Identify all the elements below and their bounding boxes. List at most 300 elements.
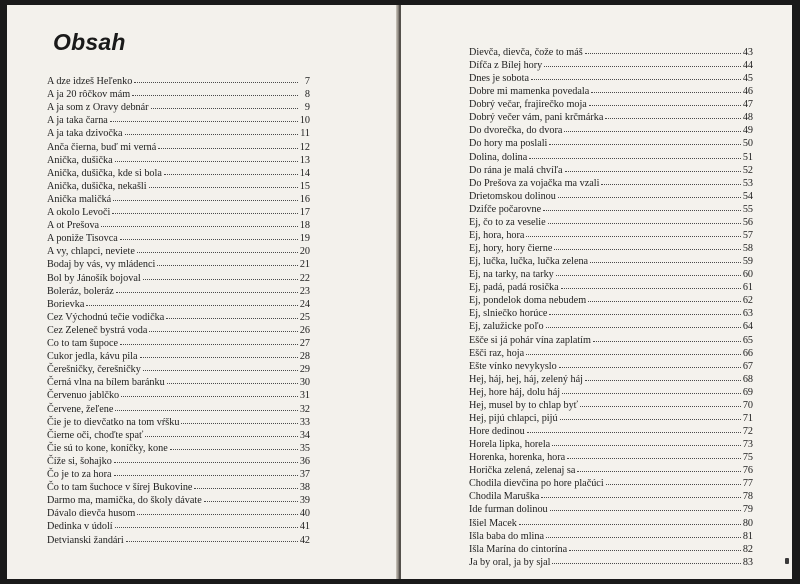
dot-leader bbox=[116, 283, 298, 293]
dot-leader bbox=[137, 505, 298, 515]
toc-entry bbox=[47, 519, 310, 532]
dot-leader bbox=[115, 152, 298, 162]
dot-leader bbox=[115, 401, 297, 411]
toc-entry-title: Dnes je sobota bbox=[469, 73, 529, 85]
dot-leader bbox=[137, 243, 298, 253]
toc-entry bbox=[47, 336, 310, 349]
toc-entry-title: Černá vlna na bílem baránku bbox=[47, 377, 165, 389]
toc-entry-page-number: 41 bbox=[299, 521, 310, 533]
dot-leader bbox=[561, 279, 741, 289]
toc-entry bbox=[469, 463, 753, 476]
toc-entry-page-number: 67 bbox=[742, 360, 753, 372]
toc-entry bbox=[469, 110, 753, 123]
toc-entry bbox=[47, 454, 310, 467]
toc-entry bbox=[469, 163, 753, 176]
toc-entry bbox=[47, 310, 310, 323]
dot-leader bbox=[529, 149, 741, 159]
toc-entry-page-number: 36 bbox=[299, 455, 310, 467]
dot-leader bbox=[531, 70, 741, 80]
toc-entry-title: Horička zelená, zelenaj sa bbox=[469, 465, 576, 477]
dot-leader bbox=[132, 86, 298, 96]
toc-entry-page-number: 51 bbox=[742, 151, 753, 163]
toc-entry-title: Cez Zeleneč bystrá voda bbox=[47, 324, 148, 336]
toc-entry-page-number: 72 bbox=[742, 426, 753, 438]
toc-entry-title: Anička maličká bbox=[47, 193, 112, 205]
dot-leader bbox=[544, 57, 741, 67]
dot-leader bbox=[560, 410, 741, 420]
dot-leader bbox=[121, 387, 298, 397]
dot-leader bbox=[569, 541, 741, 551]
toc-entry-title: A ja taka čarna bbox=[47, 115, 108, 127]
toc-entry bbox=[469, 280, 753, 293]
toc-entry bbox=[469, 529, 753, 542]
dot-leader bbox=[548, 214, 741, 224]
toc-entry-page-number: 53 bbox=[742, 177, 753, 189]
toc-entry-page-number: 82 bbox=[742, 543, 753, 555]
dot-leader bbox=[591, 83, 741, 93]
toc-entry-page-number: 66 bbox=[742, 347, 753, 359]
toc-entry-page-number: 79 bbox=[742, 504, 753, 516]
toc-entry-title: Ej, padá, padá rosička bbox=[469, 282, 559, 294]
dot-leader bbox=[550, 501, 741, 511]
toc-entry-title: Anička, dušička, kde si bola bbox=[47, 167, 162, 179]
toc-entry-page-number: 49 bbox=[742, 125, 753, 137]
toc-entry-title: Hej, háj, hej, háj, zelený háj bbox=[469, 373, 583, 385]
dot-leader bbox=[565, 162, 741, 172]
toc-entry-page-number: 10 bbox=[299, 115, 310, 127]
toc-entry bbox=[469, 333, 753, 346]
toc-entry-title: A dze idzeš Heľenko bbox=[47, 76, 133, 87]
dot-leader bbox=[126, 532, 298, 542]
toc-entry-title: Ej, hory, hory čierne bbox=[469, 243, 553, 255]
toc-entry bbox=[47, 166, 310, 179]
toc-entry bbox=[47, 231, 310, 244]
toc-entry bbox=[47, 192, 310, 205]
toc-entry bbox=[469, 542, 753, 555]
toc-entry bbox=[469, 450, 753, 463]
toc-entry bbox=[47, 375, 310, 388]
toc-entry bbox=[47, 153, 310, 166]
toc-entry-page-number: 24 bbox=[299, 298, 310, 310]
toc-entry bbox=[47, 218, 310, 231]
dot-leader bbox=[125, 125, 298, 135]
toc-entry-page-number: 20 bbox=[299, 246, 310, 258]
toc-entry-title: Cez Východnú tečie vodička bbox=[47, 311, 165, 323]
toc-entry-title: Bol by Jánošík bojoval bbox=[47, 272, 141, 284]
toc-entry-title: Dolina, dolina bbox=[469, 151, 528, 163]
toc-entry bbox=[47, 323, 310, 336]
toc-entry-page-number: 13 bbox=[299, 154, 310, 166]
toc-entry bbox=[469, 254, 753, 267]
toc-entry bbox=[47, 244, 310, 257]
page-edge-mark bbox=[785, 558, 789, 564]
toc-entry bbox=[47, 506, 310, 519]
toc-entry bbox=[47, 362, 310, 375]
dot-leader bbox=[120, 230, 298, 240]
right-page bbox=[401, 5, 792, 579]
toc-entry-page-number: 76 bbox=[742, 465, 753, 477]
dot-leader bbox=[567, 449, 741, 459]
toc-entry bbox=[47, 284, 310, 297]
dot-leader bbox=[558, 188, 741, 198]
toc-entry bbox=[469, 437, 753, 450]
toc-entry-title: Detvianski žandári bbox=[47, 534, 124, 546]
toc-entry-page-number: 22 bbox=[299, 272, 310, 284]
toc-entry bbox=[469, 45, 753, 58]
toc-entry-title: Čie je to dievčatko na tom vŕšku bbox=[47, 416, 180, 428]
dot-leader bbox=[181, 414, 297, 424]
dot-leader bbox=[580, 397, 741, 407]
toc-entry bbox=[469, 372, 753, 385]
toc-entry-title: Ešte vínko nevykyslo bbox=[469, 360, 557, 372]
toc-entry-title: Cukor jedla, kávu pila bbox=[47, 351, 138, 363]
dot-leader bbox=[577, 462, 740, 472]
dot-leader bbox=[166, 309, 298, 319]
toc-entry-page-number: 81 bbox=[742, 530, 753, 542]
toc-entry-title: Do Prešova za vojačka ma vzali bbox=[469, 177, 600, 189]
toc-entry-title: Ej, lučka, lučka, lučka zelena bbox=[469, 256, 589, 268]
toc-entry-page-number: 18 bbox=[299, 220, 310, 232]
toc-entry-page-number: 35 bbox=[299, 442, 310, 454]
toc-entry-page-number: 56 bbox=[742, 216, 753, 228]
dot-leader bbox=[527, 423, 741, 433]
toc-entry-title: Číže si, šohajko bbox=[47, 455, 112, 467]
toc-entry-page-number: 46 bbox=[742, 86, 753, 98]
toc-entry bbox=[469, 359, 753, 372]
toc-entry-page-number: 60 bbox=[742, 269, 753, 281]
toc-entry bbox=[47, 441, 310, 454]
dot-leader bbox=[134, 73, 298, 83]
toc-entry-title: Hej, pijú chlapci, pijú bbox=[469, 412, 558, 424]
toc-entry-page-number: 45 bbox=[742, 73, 753, 85]
dot-leader bbox=[86, 296, 297, 306]
toc-entry-page-number: 52 bbox=[742, 164, 753, 176]
dot-leader bbox=[556, 266, 741, 276]
toc-entry-title: A vy, chlapci, neviete bbox=[47, 246, 135, 258]
toc-entry-page-number: 57 bbox=[742, 229, 753, 241]
toc-entry bbox=[469, 306, 753, 319]
toc-entry-page-number: 9 bbox=[304, 102, 310, 114]
dot-leader bbox=[143, 361, 298, 371]
toc-entry-title: Drietomskou dolinou bbox=[469, 190, 556, 202]
toc-entry bbox=[469, 228, 753, 241]
toc-entry-title: Anička, dušička bbox=[47, 154, 113, 166]
toc-entry-page-number: 59 bbox=[742, 256, 753, 268]
toc-left-column bbox=[7, 5, 397, 579]
dot-leader bbox=[546, 318, 741, 328]
dot-leader bbox=[588, 292, 741, 302]
toc-entry-title: Červene, žeľene bbox=[47, 403, 114, 415]
dot-leader bbox=[601, 175, 740, 185]
toc-entry-page-number: 55 bbox=[742, 203, 753, 215]
dot-leader bbox=[559, 358, 741, 368]
dot-leader bbox=[552, 436, 741, 446]
toc-entry bbox=[469, 58, 753, 71]
dot-leader bbox=[526, 227, 740, 237]
dot-leader bbox=[554, 240, 740, 250]
dot-leader bbox=[143, 270, 298, 280]
toc-entry-page-number: 7 bbox=[304, 76, 310, 87]
dot-leader bbox=[110, 112, 298, 122]
toc-entry-title: Dedinka v údolí bbox=[47, 521, 113, 533]
dot-leader bbox=[605, 109, 740, 119]
toc-entry-title: Hore dedinou bbox=[469, 426, 525, 438]
dot-leader bbox=[194, 479, 297, 489]
toc-entry-title: Dobre mi mamenka povedala bbox=[469, 86, 590, 98]
toc-entry-page-number: 29 bbox=[299, 364, 310, 376]
toc-entry-title: Ide furman dolinou bbox=[469, 504, 548, 516]
toc-entry-title: Do dvorečka, do dvora bbox=[469, 125, 563, 137]
toc-entry-page-number: 62 bbox=[742, 295, 753, 307]
page-title: Obsah bbox=[53, 29, 126, 55]
toc-entry-page-number: 34 bbox=[299, 429, 310, 441]
toc-entry-title: Ešče si já pohár vína zaplatím bbox=[469, 334, 591, 346]
toc-entry-title: Borievka bbox=[47, 298, 85, 310]
toc-entry-title: Anička, dušička, nekašli bbox=[47, 180, 147, 192]
toc-entry-page-number: 30 bbox=[299, 377, 310, 389]
toc-entry-page-number: 44 bbox=[742, 60, 753, 72]
toc-entry-title: Co to tam šupoce bbox=[47, 338, 119, 349]
dot-leader bbox=[606, 475, 741, 485]
toc-entry bbox=[469, 385, 753, 398]
dot-leader bbox=[167, 374, 298, 384]
toc-entry-page-number: 11 bbox=[300, 128, 310, 140]
toc-entry bbox=[47, 467, 310, 480]
toc-entry bbox=[469, 215, 753, 228]
toc-entry-page-number: 54 bbox=[742, 190, 753, 202]
toc-entry-title: Horela lipka, horela bbox=[469, 439, 551, 451]
dot-leader bbox=[590, 253, 741, 263]
toc-entry bbox=[47, 87, 310, 100]
toc-entry bbox=[469, 516, 753, 529]
dot-leader bbox=[120, 335, 298, 345]
toc-entry-title: Dzifče počarovne bbox=[469, 203, 542, 215]
toc-entry-title: Dávalo dievča husom bbox=[47, 508, 136, 520]
toc-entry-page-number: 50 bbox=[742, 138, 753, 150]
toc-entry-page-number: 37 bbox=[299, 469, 310, 480]
toc-entry-page-number: 21 bbox=[299, 259, 310, 271]
toc-entry-page-number: 38 bbox=[299, 482, 310, 494]
toc-entry-page-number: 19 bbox=[299, 233, 310, 245]
toc-entry-title: Dobrý večer vám, pani krčmárka bbox=[469, 112, 604, 124]
dot-leader bbox=[552, 554, 740, 564]
toc-entry-page-number: 77 bbox=[742, 478, 753, 490]
toc-entry bbox=[469, 346, 753, 359]
toc-entry bbox=[469, 84, 753, 97]
toc-entry bbox=[47, 428, 310, 441]
dot-leader bbox=[589, 96, 741, 106]
toc-entry-page-number: 47 bbox=[742, 99, 753, 111]
dot-leader bbox=[593, 332, 741, 342]
toc-entry bbox=[469, 293, 753, 306]
toc-entry-title: A okolo Levoči bbox=[47, 207, 111, 218]
toc-entry-title: Horenka, horenka, hora bbox=[469, 452, 566, 464]
toc-entry-page-number: 14 bbox=[299, 167, 310, 179]
toc-entry-title: Červenuo jablčko bbox=[47, 390, 120, 402]
toc-entry bbox=[469, 189, 753, 202]
toc-entry-page-number: 78 bbox=[742, 491, 753, 503]
toc-entry-title: Boleráz, boleráz bbox=[47, 285, 114, 297]
toc-entry-page-number: 40 bbox=[299, 508, 310, 520]
left-page bbox=[7, 5, 397, 579]
toc-entry-page-number: 80 bbox=[742, 517, 753, 529]
toc-entry-page-number: 25 bbox=[299, 311, 310, 323]
toc-entry bbox=[469, 411, 753, 424]
dot-leader bbox=[101, 217, 298, 227]
toc-entry bbox=[469, 476, 753, 489]
toc-entry bbox=[469, 424, 753, 437]
toc-entry bbox=[47, 533, 310, 546]
toc-entry bbox=[47, 205, 310, 218]
toc-entry bbox=[47, 349, 310, 362]
dot-leader bbox=[140, 348, 298, 358]
toc-entry bbox=[47, 126, 310, 139]
toc-entry-page-number: 64 bbox=[742, 321, 753, 333]
toc-entry-page-number: 73 bbox=[742, 439, 753, 451]
dot-leader bbox=[113, 191, 298, 201]
toc-entry-title: A ja som z Oravy debnár bbox=[47, 102, 149, 114]
toc-entry-title: Do rána je malá chvíľa bbox=[469, 164, 563, 176]
toc-entry bbox=[47, 179, 310, 192]
dot-leader bbox=[562, 384, 741, 394]
toc-entry-title: Ej, pondelok doma nebudem bbox=[469, 295, 587, 307]
toc-entry bbox=[469, 241, 753, 254]
toc-entry bbox=[47, 271, 310, 284]
dot-leader bbox=[114, 453, 298, 463]
toc-entry-title: Ej, čo to za veselie bbox=[469, 216, 546, 228]
dot-leader bbox=[585, 371, 741, 381]
toc-entry-title: A ja taka dzivočka bbox=[47, 128, 123, 140]
toc-entry bbox=[469, 202, 753, 215]
toc-entry-page-number: 48 bbox=[742, 112, 753, 124]
toc-entry bbox=[469, 489, 753, 502]
toc-entry bbox=[469, 97, 753, 110]
toc-entry bbox=[469, 150, 753, 163]
toc-entry-title: Ej, hora, hora bbox=[469, 229, 525, 241]
toc-entry-page-number: 70 bbox=[742, 399, 753, 411]
toc-entry-page-number: 23 bbox=[299, 285, 310, 297]
toc-entry-title: A poniže Tisovca bbox=[47, 233, 118, 245]
toc-entry-title: Čie sú to kone, koníčky, kone bbox=[47, 442, 168, 454]
toc-entry-page-number: 58 bbox=[742, 243, 753, 255]
toc-entry bbox=[469, 319, 753, 332]
toc-entry bbox=[469, 267, 753, 280]
toc-entry-page-number: 8 bbox=[304, 89, 310, 101]
toc-entry-title: Chodila Maruška bbox=[469, 491, 540, 503]
dot-leader bbox=[157, 256, 297, 266]
toc-entry-title: Čo to tam šuchoce v šírej Bukovine bbox=[47, 482, 193, 494]
toc-entry bbox=[47, 388, 310, 401]
toc-entry-title: Do hory ma poslali bbox=[469, 138, 548, 150]
toc-entry-title: Čo je to za hora bbox=[47, 469, 112, 480]
toc-entry-title: Bodaj by vás, vy mládenci bbox=[47, 259, 156, 271]
toc-entry bbox=[469, 502, 753, 515]
dot-leader bbox=[151, 99, 298, 109]
toc-entry-page-number: 65 bbox=[742, 334, 753, 346]
toc-entry-title: Anča čierna, buď mi verná bbox=[47, 141, 157, 153]
toc-entry bbox=[47, 402, 310, 415]
dot-leader bbox=[112, 204, 297, 214]
toc-entry-title: Išiel Macek bbox=[469, 517, 517, 529]
toc-entry bbox=[47, 100, 310, 113]
toc-entry-title: Ešči raz, hoja bbox=[469, 347, 525, 359]
toc-entry-title: Darmo ma, mamička, do školy dávate bbox=[47, 495, 202, 507]
toc-entry-page-number: 71 bbox=[742, 412, 753, 424]
toc-entry-page-number: 63 bbox=[742, 308, 753, 320]
toc-entry-page-number: 26 bbox=[299, 324, 310, 336]
toc-entry-page-number: 75 bbox=[742, 452, 753, 464]
toc-entry-page-number: 42 bbox=[299, 534, 310, 546]
toc-entry bbox=[469, 398, 753, 411]
toc-entry-page-number: 69 bbox=[742, 386, 753, 398]
toc-entry bbox=[47, 140, 310, 153]
toc-entry bbox=[47, 493, 310, 506]
dot-leader bbox=[145, 427, 297, 437]
toc-entry-page-number: 31 bbox=[299, 390, 310, 402]
toc-entry-title: Išla baba do mlina bbox=[469, 530, 544, 542]
toc-entry bbox=[469, 71, 753, 84]
toc-entry bbox=[47, 257, 310, 270]
toc-entry-page-number: 27 bbox=[299, 338, 310, 349]
dot-leader bbox=[149, 178, 298, 188]
dot-leader bbox=[164, 165, 298, 175]
toc-entry-title: Dobrý večar, frajirečko moja bbox=[469, 99, 587, 111]
toc-entry-title: Ja by oral, ja by sjal bbox=[469, 556, 551, 568]
dot-leader bbox=[546, 528, 741, 538]
toc-entry bbox=[469, 136, 753, 149]
toc-entry-title: Išla Marína do cintorína bbox=[469, 543, 568, 555]
toc-entry bbox=[47, 113, 310, 126]
toc-entry-title: Ej, slniečko horúce bbox=[469, 308, 548, 320]
toc-entry-page-number: 39 bbox=[299, 495, 310, 507]
toc-entry-page-number: 61 bbox=[742, 282, 753, 294]
dot-leader bbox=[549, 135, 740, 145]
toc-entry bbox=[469, 123, 753, 136]
dot-leader bbox=[541, 488, 740, 498]
dot-leader bbox=[526, 345, 741, 355]
toc-entry-page-number: 43 bbox=[742, 47, 753, 58]
toc-entry-title: Čerešničky, čerešničky bbox=[47, 364, 141, 376]
toc-entry-title: Hej, musel by to chlap byť bbox=[469, 399, 579, 411]
toc-entry-title: Ej, zalužicke poľo bbox=[469, 321, 544, 333]
dot-leader bbox=[158, 139, 298, 149]
toc-entry bbox=[47, 415, 310, 428]
toc-entry bbox=[47, 480, 310, 493]
dot-leader bbox=[149, 322, 297, 332]
toc-entry-title: Dievča, dievča, čože to máš bbox=[469, 47, 583, 58]
toc-entry-title: Chodila dievčina po hore plačúci bbox=[469, 478, 604, 490]
toc-entry-title: Dífča z Bílej hory bbox=[469, 60, 543, 72]
toc-entry-page-number: 33 bbox=[299, 416, 310, 428]
dot-leader bbox=[543, 201, 741, 211]
toc-entry bbox=[47, 297, 310, 310]
dot-leader bbox=[204, 492, 298, 502]
toc-entry-page-number: 68 bbox=[742, 373, 753, 385]
dot-leader bbox=[114, 466, 298, 476]
dot-leader bbox=[519, 515, 741, 525]
toc-entry-page-number: 15 bbox=[299, 180, 310, 192]
toc-entry-title: Hej, hore háj, dolu háj bbox=[469, 386, 561, 398]
dot-leader bbox=[115, 518, 298, 528]
dot-leader bbox=[549, 305, 740, 315]
toc-entry-page-number: 83 bbox=[742, 556, 753, 568]
toc-entry-title: A ot Prešova bbox=[47, 220, 100, 232]
toc-entry-page-number: 12 bbox=[299, 141, 310, 153]
toc-entry-page-number: 17 bbox=[299, 207, 310, 218]
toc-entry-page-number: 16 bbox=[299, 193, 310, 205]
toc-entry bbox=[469, 176, 753, 189]
dot-leader bbox=[170, 440, 298, 450]
